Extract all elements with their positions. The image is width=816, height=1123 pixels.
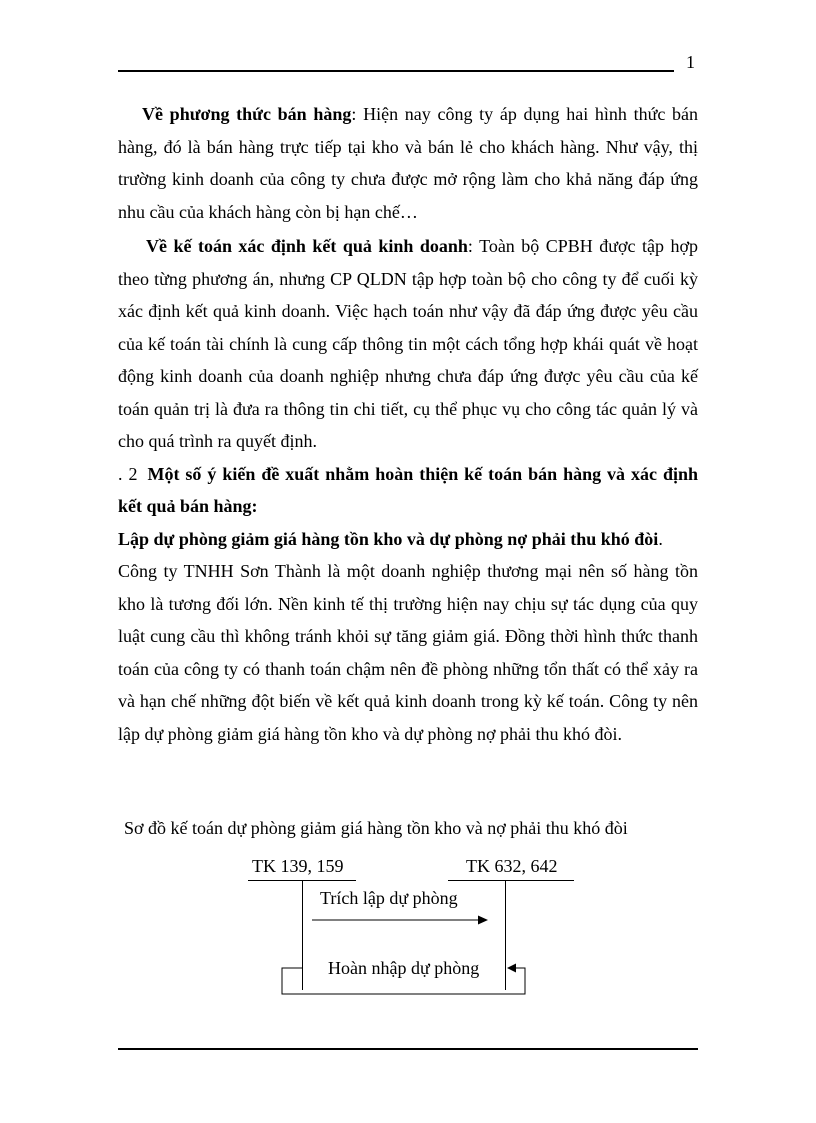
arrow-right-icon (478, 916, 488, 925)
flow-label-reversal: Hoàn nhập dự phòng (328, 958, 480, 978)
footer-rule (118, 1048, 698, 1050)
paragraph-provision: Công ty TNHH Sơn Thành là một doanh nghiệp thương mại nên số hàng tồn kho là tương đối lớn. Nền kinh tế thị trường hiện nay chịu sự tác dụng của quy luật cung cầu thì không tránh khỏi sự tăng giảm giá. Đồng thời hình thức thanh toán của công ty có thanh toán chậm nên đề phòng những tổn thất có thể xảy ra và hạn chế những đột biến về kết quả kinh doanh trong kỳ kế toán. Công ty nên lập dự phòng giảm giá hàng tồn kho và dự phòng nợ phải thu khó đòi. (118, 561, 698, 744)
subheading-end: . (658, 528, 663, 549)
paragraph-heading: Về phương thức bán hàng (142, 104, 352, 124)
paragraph-heading: Về kế toán xác định kết quả kinh doanh (146, 236, 468, 256)
flow-label-provision: Trích lập dự phòng (320, 888, 458, 908)
section-number: . 2 (118, 463, 138, 484)
account-right-label: TK 632, 642 (466, 856, 558, 876)
account-left-label: TK 139, 159 (252, 856, 344, 876)
section-title: Một số ý kiến đề xuất nhằm hoàn thiện kế toán bán hàng và xác định kết quả bán hàng: (118, 463, 699, 516)
arrow-left-icon (507, 964, 516, 973)
paragraph-text: : Hiện nay công ty áp dụng hai hình thức bán hàng, đó là bán hàng trực tiếp tại kho và bán lẻ cho khách hàng. Như vậy, thị trường kinh doanh của công ty chưa được mở rộng làm cho khả năng đáp ứng nhu cầu của khách hàng còn bị hạn chế… (118, 104, 699, 222)
arrow-reversal-line (282, 968, 525, 994)
paragraph-text: : Toàn bộ CPBH được tập hợp theo từng phương án, nhưng CP QLDN tập hợp toàn bộ cho công ty để cuối kỳ xác định kết quả kinh doanh. Việc hạch toán như vậy đã đáp ứng được yêu cầu của kế toán tài chính là cung cấp thông tin một cách tổng hợp khái quát về hoạt động kinh doanh của doanh nghiệp nhưng chưa đáp ứng được yêu cầu của kế toán quản trị là đưa ra thông tin chi tiết, cụ thể phục vụ cho công tác quản lý và cho quá trình ra quyết định. (118, 236, 698, 451)
page-number: 1 (686, 52, 695, 72)
subheading-text: Lập dự phòng giảm giá hàng tồn kho và dự phòng nợ phải thu khó đòi (118, 528, 659, 549)
diagram-caption: Sơ đồ kế toán dự phòng giảm giá hàng tồn kho và nợ phải thu khó đòi (124, 818, 628, 838)
